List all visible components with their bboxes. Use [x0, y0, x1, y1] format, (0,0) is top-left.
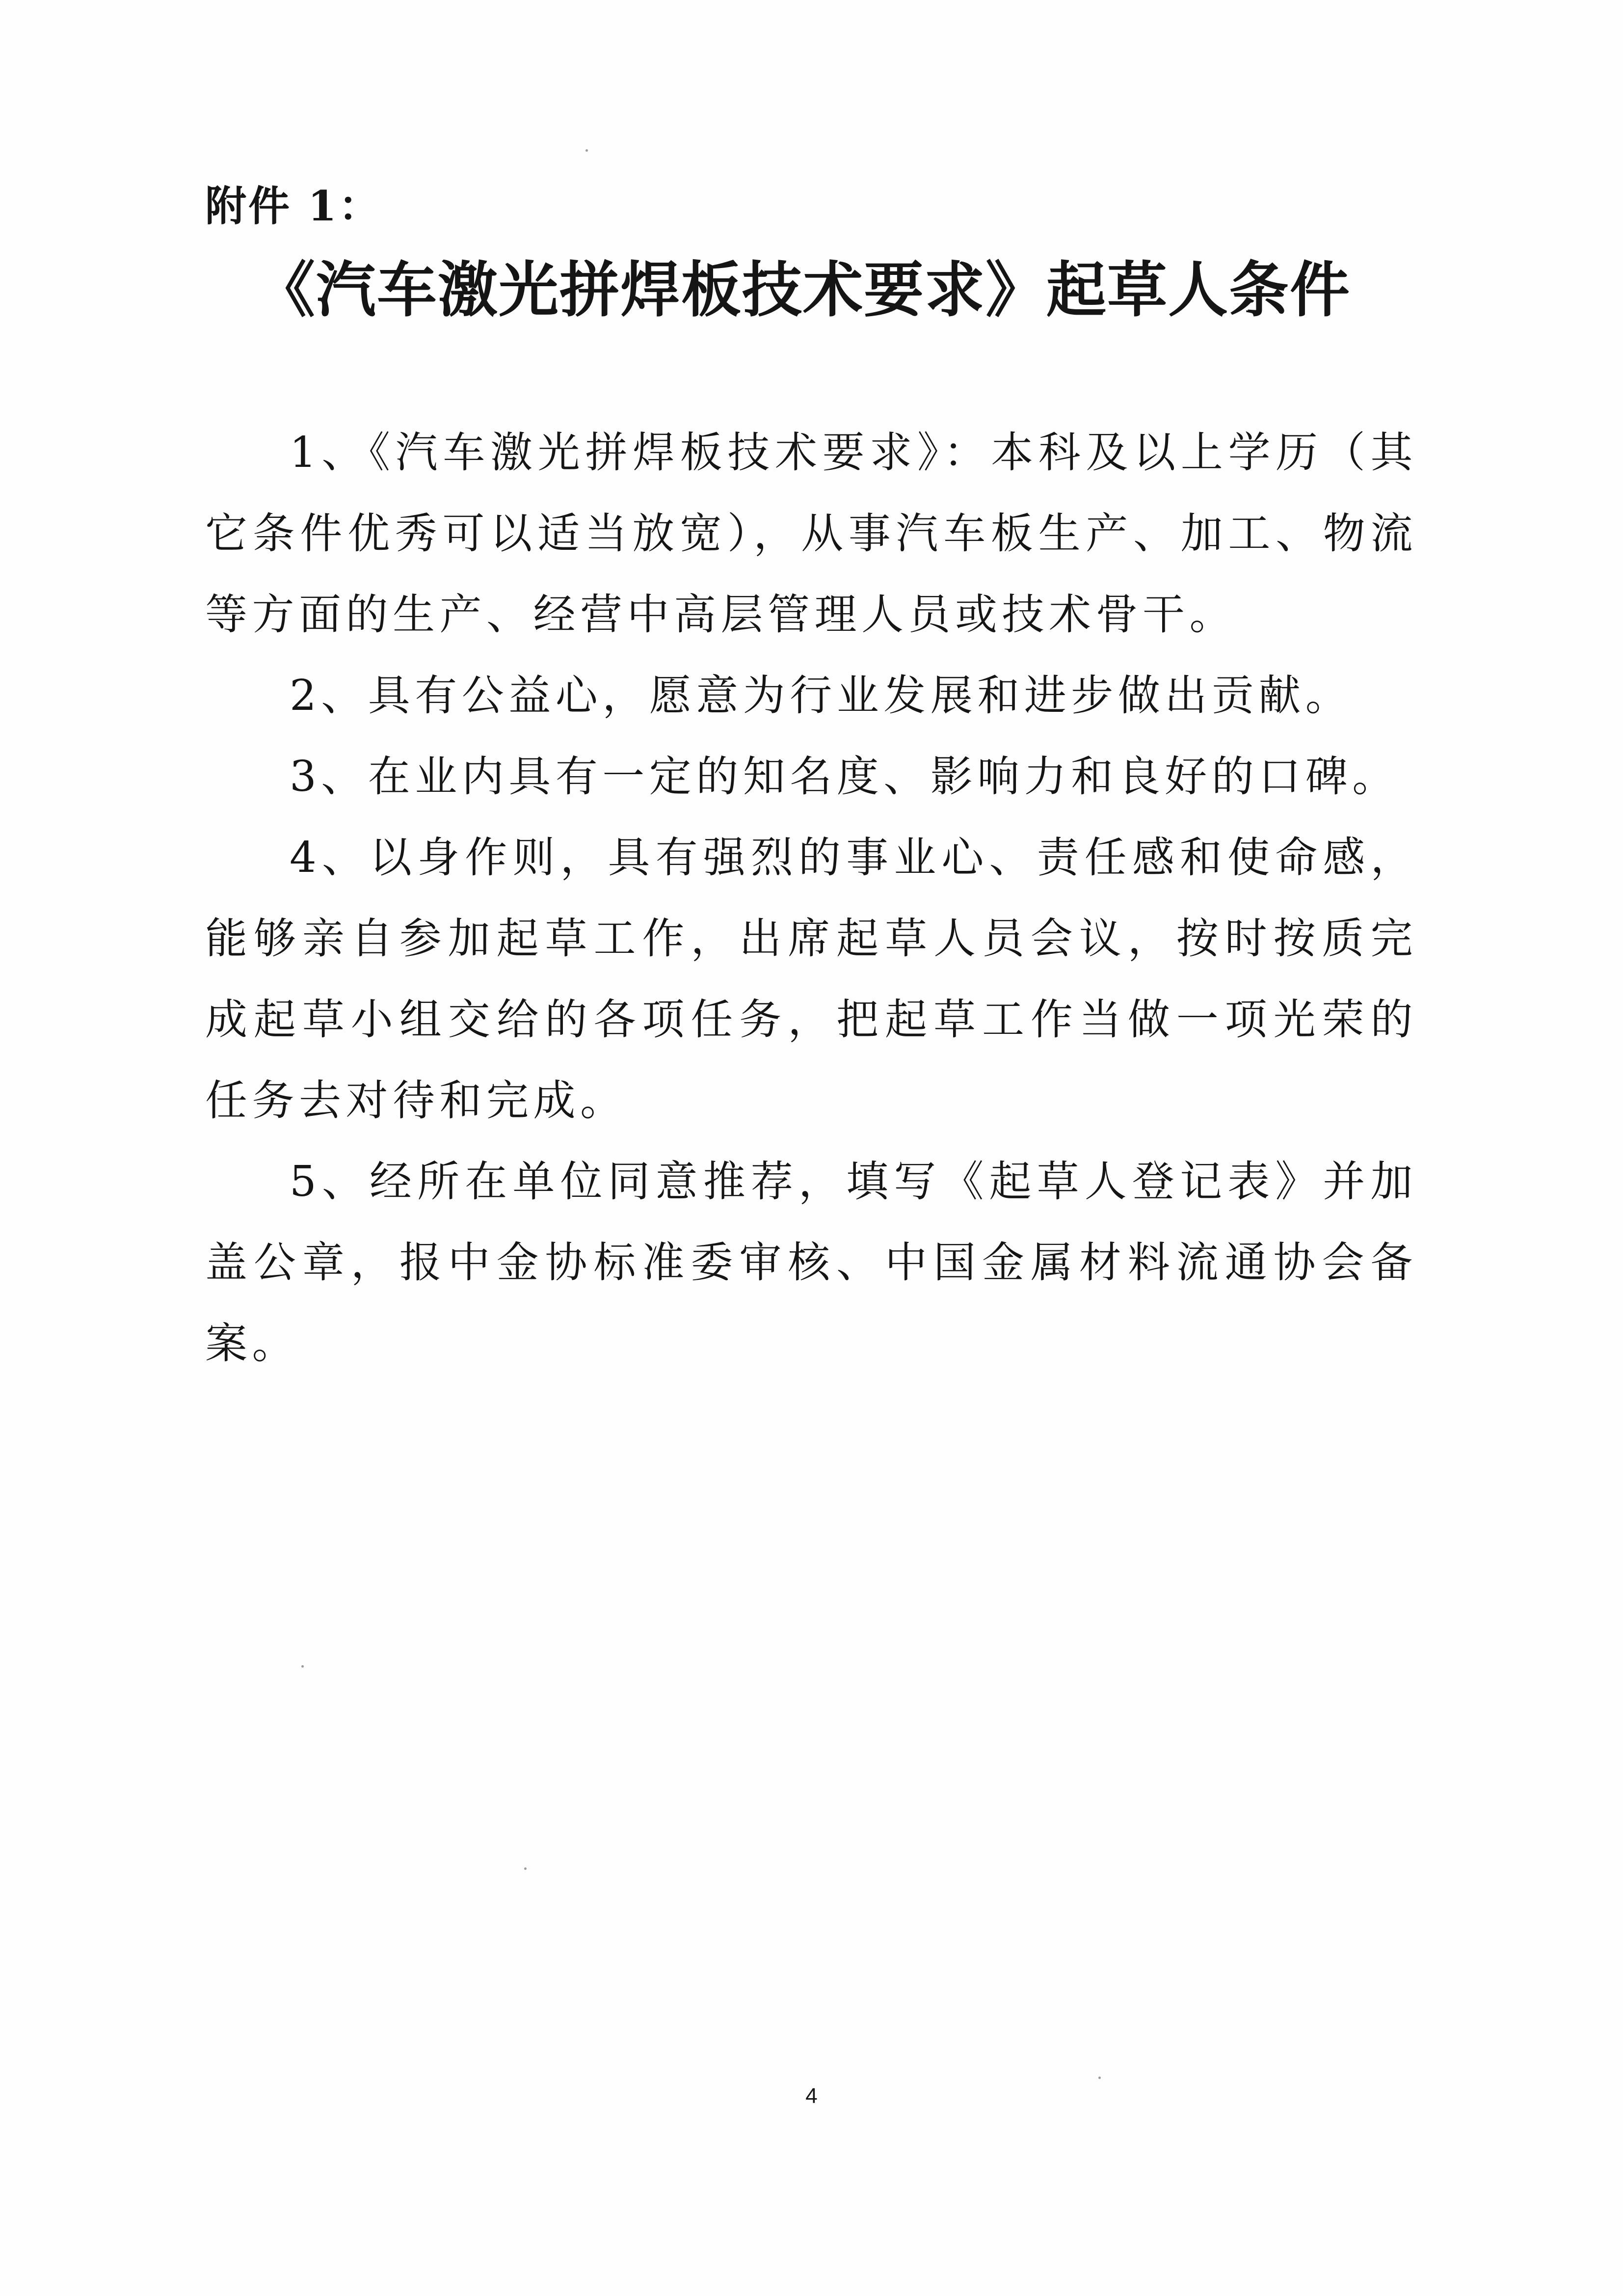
page-number: 4	[805, 2084, 818, 2108]
document-body	[205, 412, 1417, 1384]
scan-speck	[301, 1665, 304, 1668]
paragraph-5: 5、经所在单位同意推荐，填写《起草人登记表》并加盖公章，报中金协标准委审核、中国金属材料流通协会备案。	[205, 1157, 1417, 1368]
scan-speck	[585, 149, 588, 152]
paragraph-4: 4、以身作则，具有强烈的事业心、责任感和使命感，能够亲自参加起草工作，出席起草人员会议，按时按质完成起草小组交给的各项任务，把起草工作当做一项光荣的任务去对待和完成。	[205, 833, 1417, 1125]
scan-speck	[1098, 2077, 1101, 2079]
paragraph-3: 3、在业内具有一定的知名度、影响力和良好的口碑。	[290, 752, 1399, 801]
paragraph-1: 1、《汽车激光拼焊板技术要求》：本科及以上学历（其它条件优秀可以适当放宽），从事汽车板生产、加工、物流等方面的生产、经营中高层管理人员或技术骨干。	[205, 428, 1417, 639]
attachment-label: 附件 1：	[205, 182, 382, 230]
paragraph-2: 2、具有公益心，愿意为行业发展和进步做出贡献。	[290, 671, 1353, 720]
document-title: 《汽车激光拼焊板技术要求》起草人条件	[255, 254, 1351, 325]
scan-speck	[524, 1867, 527, 1870]
